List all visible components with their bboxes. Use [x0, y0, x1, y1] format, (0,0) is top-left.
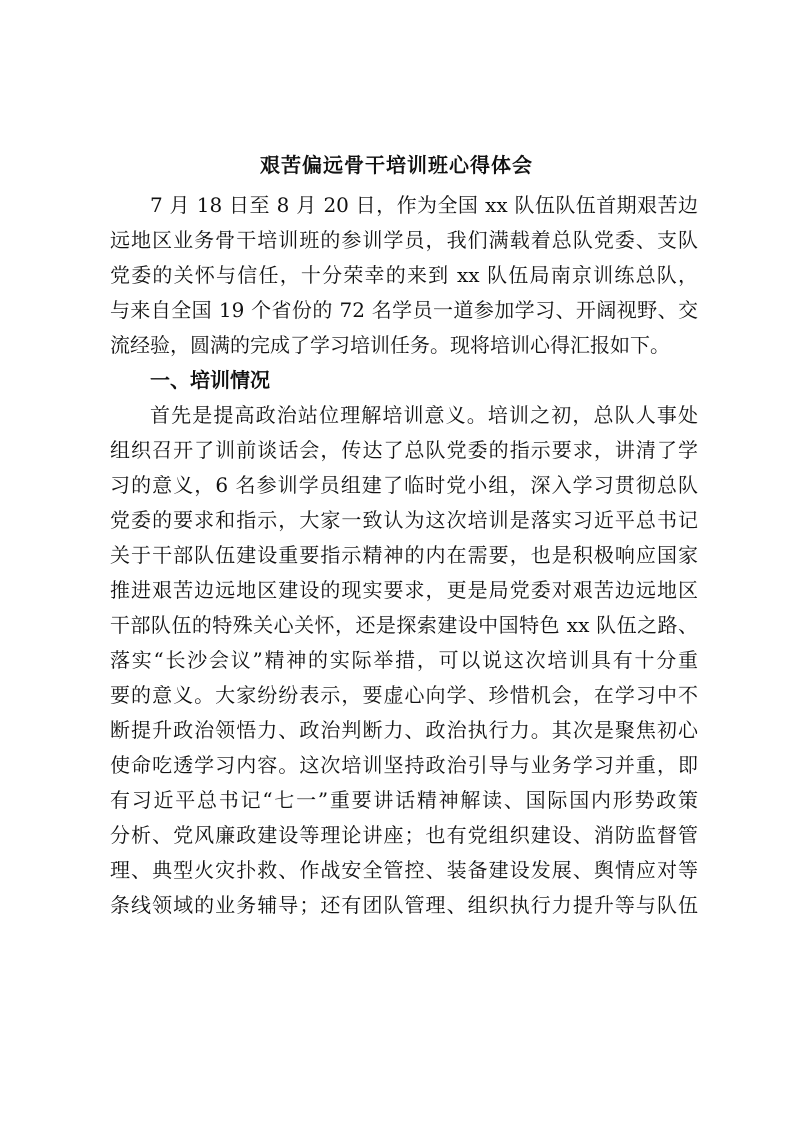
paragraph-line: 流经验，圆满的完成了学习培训任务。现将培训心得汇报如下。 [110, 333, 670, 357]
paragraph-line: 使命吃透学习内容。这次培训坚持政治引导与业务学习并重，即 [110, 753, 698, 777]
paragraph-line: 远地区业务骨干培训班的参训学员，我们满载着总队党委、支队 [110, 228, 698, 252]
paragraph-line: 党委的要求和指示，大家一致认为这次培训是落实习近平总书记 [110, 508, 698, 532]
paragraph-line: 关于干部队伍建设重要指示精神的内在需要，也是积极响应国家 [110, 543, 698, 567]
paragraph-line: 组织召开了训前谈话会，传达了总队党委的指示要求，讲清了学 [110, 438, 698, 462]
section-heading: 一、培训情况 [150, 368, 270, 392]
paragraph-line: 首先是提高政治站位理解培训意义。培训之初，总队人事处 [150, 403, 698, 427]
document-title: 艰苦偏远骨干培训班心得体会 [260, 153, 533, 177]
paragraph-line: 党委的关怀与信任，十分荣幸的来到 xx 队伍局南京训练总队， [110, 263, 698, 287]
paragraph-line: 7 月 18 日至 8 月 20 日，作为全国 xx 队伍队伍首期艰苦边 [150, 193, 698, 217]
paragraph-line: 推进艰苦边远地区建设的现实要求，更是局党委对艰苦边远地区 [110, 578, 698, 602]
paragraph-line: 要的意义。大家纷纷表示，要虚心向学、珍惜机会，在学习中不 [110, 683, 698, 707]
paragraph-line: 干部队伍的特殊关心关怀，还是探索建设中国特色 xx 队伍之路、 [110, 613, 698, 637]
paragraph-line: 理、典型火灾扑救、作战安全管控、装备建设发展、舆情应对等 [110, 858, 698, 882]
paragraph-line: 与来自全国 19 个省份的 72 名学员一道参加学习、开阔视野、交 [110, 298, 698, 322]
paragraph-line: 有习近平总书记“七一”重要讲话精神解读、国际国内形势政策 [110, 788, 698, 812]
paragraph-line: 断提升政治领悟力、政治判断力、政治执行力。其次是聚焦初心 [110, 718, 698, 742]
paragraph-line: 落实“长沙会议”精神的实际举措，可以说这次培训具有十分重 [110, 648, 698, 672]
paragraph-line: 条线领域的业务辅导；还有团队管理、组织执行力提升等与队伍 [110, 893, 698, 917]
paragraph-line: 分析、党风廉政建设等理论讲座；也有党组织建设、消防监督管 [110, 823, 698, 847]
paragraph-line: 习的意义，6 名参训学员组建了临时党小组，深入学习贯彻总队 [110, 473, 698, 497]
